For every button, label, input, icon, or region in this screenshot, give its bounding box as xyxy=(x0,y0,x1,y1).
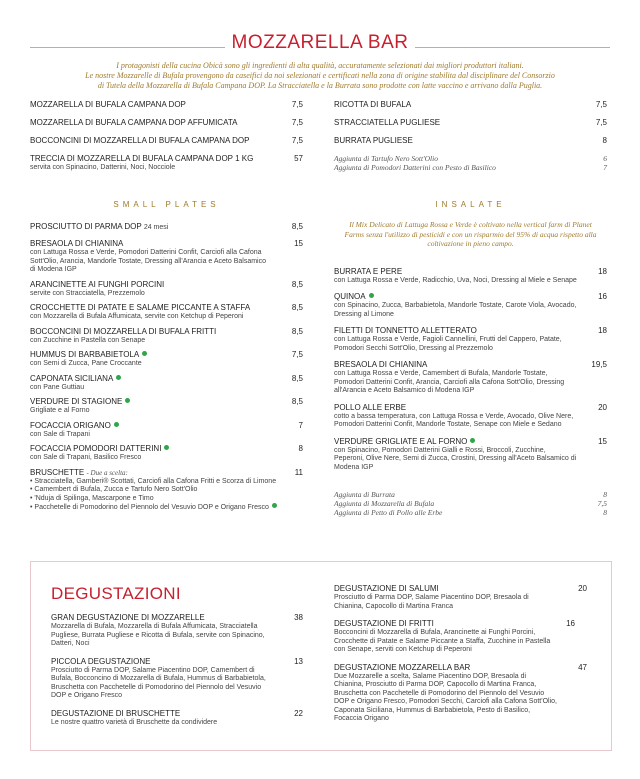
item-price: 20 xyxy=(598,402,607,412)
item-price: 47 xyxy=(578,662,587,672)
item-price: 7,5 xyxy=(595,100,607,109)
item-name-line xyxy=(30,444,303,454)
item-price: 8,5 xyxy=(291,303,303,312)
item-name: DEGUSTAZIONE MOZZARELLA BAR xyxy=(334,662,471,672)
addition-item xyxy=(334,508,607,517)
item-price: 7,5 xyxy=(291,118,303,127)
small-plates-column xyxy=(30,222,303,513)
item-description: con Semi di Zucca, Pane Croccante xyxy=(30,360,142,367)
item-name: FOCACCIA ORIGANO xyxy=(30,420,111,430)
item-name: RICOTTA DI BUFALA xyxy=(334,100,412,109)
menu-item xyxy=(334,663,587,724)
item-name: HUMMUS DI BARBABIETOLA xyxy=(30,350,140,359)
vegetarian-dot-icon xyxy=(116,375,121,380)
item-name: PICCOLA DEGUSTAZIONE xyxy=(51,656,151,666)
item-name: GRAN DEGUSTAZIONE DI MOZZARELLE xyxy=(51,613,205,622)
insalate-intro: Il Mix Delicato di Lattuga Rossa e Verde è coltivato nella vertical farm di Planet Farms senza l'utilizzo di pesticidi e con un risparmio del 95% di acqua rispetto alla coltivazione in pieno campo. xyxy=(344,220,597,248)
item-price: 19,5 xyxy=(591,360,607,369)
item-name: VERDURE DI STAGIONE xyxy=(30,397,123,406)
menu-item xyxy=(30,444,303,463)
item-description: cotto a bassa temperatura, con Lattuga Rossa e Verde, Avocado, Olive Nere, Pomodori Datterini Confit, Mandorle Tostate, Senape con Miele e Sedano xyxy=(334,412,574,428)
item-description: servita con Spinacino, Datterini, Noci, Nocciole xyxy=(30,164,176,171)
mozzarella-left-column xyxy=(30,100,303,173)
item-name: DEGUSTAZIONE DI BRUSCHETTE xyxy=(51,708,181,718)
degustazioni-right-column xyxy=(334,584,587,724)
bruschette-option: • 'Nduja di Spilinga, Mascarpone e Timo xyxy=(30,494,154,502)
item-description: con Lattuga Rossa e Verde, Pomodori Datterini Confit, Carciofi alla Cafona Sott'Olio, Arancia, Mandorle Tostate, Dressing all'Arancia e Aceto Balsamico di Modena IGP xyxy=(30,249,266,273)
item-name: FOCACCIA POMODORI DATTERINI xyxy=(30,444,162,453)
menu-item xyxy=(30,280,303,299)
intro-line: Le nostre Mozzarelle di Bufala provengono da caseifici da noi selezionati e certificati nella zona di origine stabilita dal disciplinare del Consorzio xyxy=(85,71,555,80)
vegetarian-dot-icon xyxy=(164,445,169,450)
item-suffix: 24 mesi xyxy=(143,224,169,231)
item-name-line xyxy=(334,437,607,447)
item-price: 18 xyxy=(598,326,607,335)
menu-item xyxy=(51,613,303,649)
item-name: BRESAOLA DI CHIANINA xyxy=(334,360,428,369)
item-description: con Lattuga Rossa e Verde, Radicchio, Uva, Noci, Dressing al Miele e Senape xyxy=(334,276,577,284)
vegetarian-dot-icon xyxy=(125,398,130,403)
menu-item xyxy=(30,303,303,322)
item-name: ARANCINETTE AI FUNGHI PORCINI xyxy=(30,279,165,289)
item-price: 16 xyxy=(598,292,607,301)
item-price: 22 xyxy=(294,708,303,718)
item-price: 8 xyxy=(602,136,607,145)
addition-label: Aggiunta di Pomodori Datterini con Pesto di Basilico xyxy=(334,163,496,172)
addition-item xyxy=(334,154,607,163)
item-name: BOCCONCINI DI MOZZARELLA DI BUFALA CAMPANA DOP xyxy=(30,136,250,145)
item-name-line xyxy=(30,468,303,478)
menu-item xyxy=(334,437,607,473)
item-price: 57 xyxy=(294,154,303,163)
menu-item xyxy=(30,222,303,233)
item-price: 8,5 xyxy=(291,222,303,231)
item-name-line xyxy=(30,222,303,233)
menu-item xyxy=(30,374,303,393)
item-name-line xyxy=(334,292,607,302)
item-name: CROCCHETTE DI PATATE E SALAME PICCANTE A STAFFA xyxy=(30,303,251,312)
menu-item xyxy=(30,397,303,416)
addition-price: 7 xyxy=(603,163,607,172)
intro-text xyxy=(60,61,580,91)
item-price: 8,5 xyxy=(291,397,303,406)
menu-item xyxy=(30,239,303,275)
vegetarian-dot-icon xyxy=(142,351,147,356)
menu-item xyxy=(30,100,303,118)
item-price: 16 xyxy=(566,619,575,628)
item-name: CAPONATA SICILIANA xyxy=(30,373,114,383)
addition-label: Aggiunta di Petto di Pollo alle Erbe xyxy=(334,508,443,517)
item-name-line xyxy=(30,350,303,360)
item-price: 7,5 xyxy=(291,350,303,359)
item-description: Prosciutto di Parma DOP, Salame Piacentino DOP, Bresaola di Chianina, Capocollo di Martina Franca xyxy=(334,594,529,610)
menu-item xyxy=(334,619,587,655)
item-name: BRUSCHETTE xyxy=(30,467,85,477)
item-name: VERDURE GRIGLIATE E AL FORNO xyxy=(334,436,468,446)
item-name: PROSCIUTTO DI PARMA DOP xyxy=(30,222,142,231)
addition-label: Aggiunta di Burrata xyxy=(334,490,395,499)
item-price: 15 xyxy=(598,436,607,446)
item-price: 8,5 xyxy=(291,373,303,383)
item-name: MOZZARELLA DI BUFALA CAMPANA DOP xyxy=(30,100,186,109)
title-divider-right xyxy=(415,47,610,48)
item-name-line xyxy=(30,397,303,407)
bruschette-option: • Stracciatella, Gamberi® Scottati, Carciofi alla Cafona Fritti e Scorza di Limone xyxy=(30,477,277,485)
item-price: 15 xyxy=(294,239,303,248)
item-price: 7,5 xyxy=(595,118,607,127)
vegetarian-dot-icon xyxy=(369,293,374,298)
menu-item-bruschette xyxy=(30,468,303,513)
insalate-column xyxy=(334,220,607,517)
item-name: TRECCIA DI MOZZARELLA DI BUFALA CAMPANA DOP 1 KG xyxy=(30,154,254,163)
item-price: 20 xyxy=(578,584,587,593)
menu-item xyxy=(51,709,303,728)
item-name: BRESAOLA DI CHIANINA xyxy=(30,239,124,248)
menu-item xyxy=(334,100,607,118)
item-description: Due Mozzarelle a scelta, Salame Piacentino DOP, Bresaola di Chianina, Prosciutto di Parma DOP, Capocollo di Martina Franca, Bruschetta con Pacchetelle di Pomodorino del Piennolo del Vesuvio DOP e Origano Fresco, Pomodori Secchi, Carciofi alla Cafona Sott'Olio, Caponata Siciliana, Hummus di Barbabietola, Pesto di Basilico, Focaccia Origano xyxy=(334,672,557,722)
addition-price: 8 xyxy=(603,490,607,499)
intro-line: I protagonisti della cucina Obicà sono gli ingredienti di alta qualità, accuratamente selezionati dai migliori produttori italiani. xyxy=(116,61,524,70)
item-name-line xyxy=(30,374,303,384)
item-name: STRACCIATELLA PUGLIESE xyxy=(334,118,441,127)
bruschette-option: • Pacchetelle di Pomodorino del Piennolo del Vesuvio DOP e Origano Fresco xyxy=(30,504,269,511)
item-description: con Lattuga Rossa e Verde, Camembert di Bufala, Mandorle Tostate, Pomodori Datterini Confit, Arancia, Carciofi alla Cafona Sott'Olio, Dressing all'Arancia e Aceto Balsamico di Modena IGP xyxy=(334,370,565,394)
addition-item xyxy=(334,499,607,508)
item-description: con Spinacino, Zucca, Barbabietola, Mandorle Tostate, Carote Viola, Avocado, Dressing al Limone xyxy=(334,302,577,318)
mozzarella-right-column xyxy=(334,100,607,172)
item-suffix: - Due a scelta: xyxy=(86,468,128,477)
bruschette-option-line xyxy=(30,503,303,513)
item-description: con Spinacino, Pomodori Datterini Gialli e Rossi, Broccoli, Zucchine, Peperoni, Olive Nere, Semi di Zucca, Crostini, Dressing all'Aceto Balsamico di Modena IGP xyxy=(334,446,577,471)
menu-item xyxy=(334,584,587,611)
menu-item xyxy=(30,327,303,346)
menu-item xyxy=(334,292,607,319)
bruschette-options xyxy=(30,478,303,513)
item-description: con Sale di Trapani, Basilico Fresco xyxy=(30,454,142,461)
intro-line: di Tutela della Mozzarella di Bufala Campana DOP. La Stracciatella e la Burrata sono prodotte con latte vaccino e arrivano dalla Puglia. xyxy=(97,81,543,90)
item-description: con Mozzarella di Bufala Affumicata, servite con Ketchup di Peperoni xyxy=(30,313,244,320)
menu-item xyxy=(334,403,607,430)
item-description: Le nostre quattro varietà di Bruschette da condividere xyxy=(51,718,218,726)
degustazioni-title: DEGUSTAZIONI xyxy=(51,584,181,603)
addition-price: 7,5 xyxy=(597,499,607,508)
vegetarian-dot-icon xyxy=(114,422,119,427)
menu-item xyxy=(30,136,303,154)
item-name: POLLO ALLE ERBE xyxy=(334,402,407,412)
menu-item xyxy=(334,360,607,396)
item-description: Prosciutto di Parma DOP, Salame Piacentino DOP, Camembert di Bufala, Bocconcino di Mozzarella di Bufala, Hummus di Barbabietola, Bruschetta con Pacchetelle di Pomodorino del Piennolo del Vesuvio DOP e Origano Fresco xyxy=(51,666,266,699)
title-bar xyxy=(0,30,640,60)
item-name: DEGUSTAZIONE DI SALUMI xyxy=(334,584,439,593)
item-name: BURRATA E PERE xyxy=(334,266,403,276)
item-name: DEGUSTAZIONE DI FRITTI xyxy=(334,619,434,628)
item-price: 8 xyxy=(298,444,303,453)
item-name: QUINOA xyxy=(334,292,366,301)
item-price: 7,5 xyxy=(291,100,303,109)
addition-label: Aggiunta di Mozzarella di Bufala xyxy=(334,499,435,508)
item-description: Bocconcini di Mozzarella di Bufala, Arancinette ai Funghi Porcini, Crocchette di Patate e Salame Piccante a Staffa, Zucchine in Pastella con Senape, serviti con Ketchup di Peperoni xyxy=(334,629,551,653)
vegetarian-dot-icon xyxy=(272,503,277,508)
item-price: 38 xyxy=(294,613,303,622)
vegetarian-dot-icon xyxy=(470,438,475,443)
menu-item xyxy=(51,657,303,701)
item-name-line xyxy=(30,421,303,431)
item-price: 8,5 xyxy=(291,326,303,336)
menu-item xyxy=(30,421,303,440)
degustazioni-left-column xyxy=(51,613,303,727)
addition-price: 6 xyxy=(603,154,607,163)
addition-price: 8 xyxy=(603,508,607,517)
menu-item xyxy=(334,136,607,154)
title-divider-left xyxy=(30,47,225,48)
menu-item xyxy=(334,267,607,286)
menu-item xyxy=(334,118,607,136)
item-price: 8,5 xyxy=(291,279,303,289)
addition-item xyxy=(334,490,607,499)
item-price: 7 xyxy=(298,420,303,430)
item-price: 11 xyxy=(294,467,303,477)
menu-item xyxy=(30,118,303,136)
insalate-heading: INSALATE xyxy=(435,200,506,209)
menu-item xyxy=(30,154,303,173)
item-price: 7,5 xyxy=(291,136,303,145)
bruschette-option: • Camembert di Bufala, Zucca e Tartufo Nero Sott'Olio xyxy=(30,486,198,493)
item-description: Mozzarella di Bufala, Mozzarella di Bufala Affumicata, Stracciatella Pugliese, Burrata Pugliese e Ricotta di Bufala, servite con Spinacino, Datteri, Noci xyxy=(51,623,265,647)
item-name: MOZZARELLA DI BUFALA CAMPANA DOP AFFUMICATA xyxy=(30,118,238,127)
item-description: con Sale di Trapani xyxy=(30,430,90,438)
item-description: con Zucchine in Pastella con Senape xyxy=(30,336,146,344)
item-name: BOCCONCINI DI MOZZARELLA DI BUFALA FRITTI xyxy=(30,326,217,336)
item-description: con Lattuga Rossa e Verde, Fagioli Cannellini, Frutti del Cappero, Patate, Pomodori Secchi Sott'Olio, Dressing al Prezzemolo xyxy=(334,336,562,352)
item-description: servite con Stracciatella, Prezzemolo xyxy=(30,289,145,297)
item-price: 18 xyxy=(598,266,607,276)
menu-item xyxy=(334,326,607,353)
small-plates-heading: SMALL PLATES xyxy=(113,200,220,209)
item-name: FILETTI DI TONNETTO ALLETTERATO xyxy=(334,326,477,335)
item-description: Grigliate e al Forno xyxy=(30,407,90,414)
item-description: con Pane Guttiau xyxy=(30,383,85,391)
item-name: BURRATA PUGLIESE xyxy=(334,136,413,145)
item-price: 13 xyxy=(294,656,303,666)
menu-item xyxy=(30,350,303,369)
addition-item xyxy=(334,163,607,172)
addition-label: Aggiunta di Tartufo Nero Sott'Olio xyxy=(334,154,438,163)
page-title: MOZZARELLA BAR xyxy=(231,32,409,53)
